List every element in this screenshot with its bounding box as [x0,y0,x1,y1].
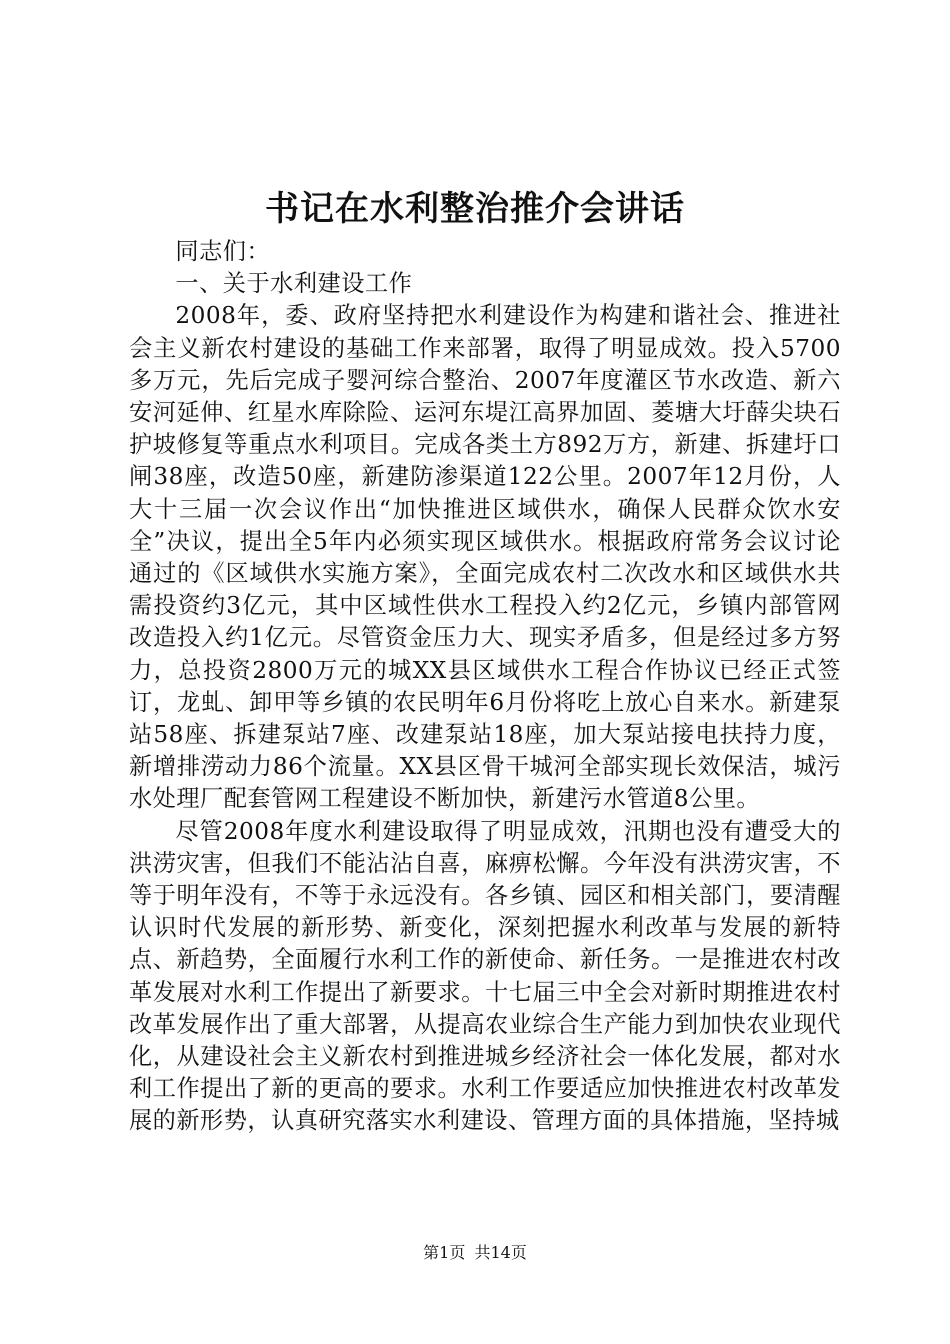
document-title: 书记在水利整治推介会讲话 [265,189,685,229]
section-heading: 一、关于水利建设工作 [175,270,413,298]
paragraph: 尽管2008年度水利建设取得了明显成效，汛期也没有遭受大的洪涝灾害，但我们不能沾沾自喜，麻痹松懈。今年没有洪涝灾害，不等于明年没有，不等于永远没有。各乡镇、园区和相关部门，要清醒认识时代发展的新形势、新变化，深刻把握水利改革与发展的新特点、新趋势，全面履行水利工作的新使命、新任务。一是推进农村改革发展对水利工作提出了新要求。十七届三中全会对新时期推进农村改革发展作出了重大部署，从提高农业综合生产能力到加快农业现代化，从建设社会主义新农村到推进城乡经济社会一体化发展，都对水利工作提出了新的更高的要求。水利工作要适应加快推进农村改革发展的新形势，认真研究落实水利建设、管理方面的具体措施，坚持城 [129,817,841,1135]
document-body [129,236,841,1138]
salutation: 同志们： [175,238,271,265]
page-number: 第1页 [423,1243,466,1262]
page-total: 共14页 [474,1243,527,1262]
page-footer [0,1242,950,1264]
paragraph: 2008年，委、政府坚持把水利建设作为构建和谐社会、推进社会主义新农村建设的基础工作来部署，取得了明显成效。投入5700多万元，先后完成子婴河综合整治、2007年度灌区节水改造、新六安河延伸、红星水库除险、运河东堤江高界加固、菱塘大圩薛尖块石护坡修复等重点水利项目。完成各类土方892万方，新建、拆建圩口闸38座，改造50座，新建防渗渠道122公里。2007年12月份，人大十三届一次会议作出“加快推进区域供水，确保人民群众饮水安全”决议，提出全5年内必须实现区域供水。根据政府常务会议讨论通过的《区域供水实施方案》，全面完成农村二次改水和区域供水共需投资约3亿元，其中区域性供水工程投入约2亿元，乡镇内部管网改造投入约1亿元。尽管资金压力大、现实矛盾多，但是经过多方努力，总投资2800万元的城XX县区域供水工程合作协议已经正式签订，龙虬、卸甲等乡镇的农民明年6月份将吃上放心自来水。新建泵站58座、拆建泵站7座、改建泵站18座，加大泵站接电扶持力度，新增排涝动力86个流量。XX县区骨干城河全部实现长效保洁，城污水处理厂配套管网工程建设不断加快，新建污水管道8公里。 [129,302,841,813]
